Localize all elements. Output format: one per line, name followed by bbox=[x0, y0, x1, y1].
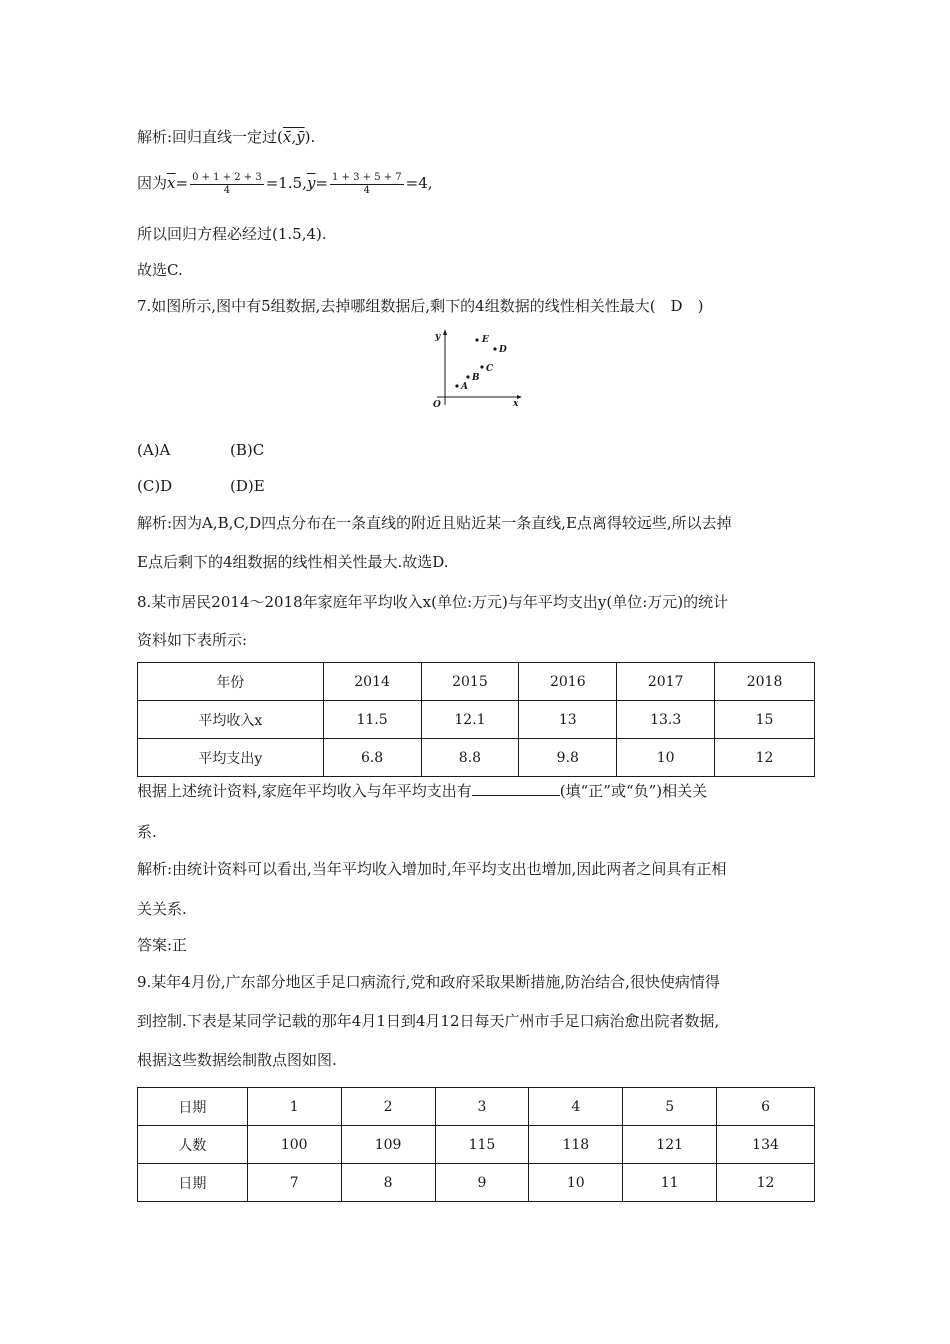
q9-line3: 根据这些数据绘制散点图如图. bbox=[137, 1051, 337, 1069]
q6-analysis-point: x̄,ȳ bbox=[282, 128, 305, 146]
table-cell: 8.8 bbox=[421, 739, 519, 777]
q8-analysis-line1: 解析:由统计资料可以看出,当年平均收入增加时,年平均支出也增加,因此两者之间具有正相 bbox=[137, 860, 727, 878]
q7-analysis-line1: 解析:因为A,B,C,D四点分布在一条直线的附近且贴近某一条直线,E点离得较远些,所以去掉 bbox=[137, 514, 732, 532]
table-cell: 10 bbox=[529, 1164, 623, 1202]
q7-option-c: (C)D bbox=[137, 477, 173, 495]
table-cell: 118 bbox=[529, 1126, 623, 1164]
q8-header-cell: 年份 bbox=[138, 663, 324, 701]
table-cell: 15 bbox=[715, 701, 815, 739]
q8-fill-line bbox=[137, 781, 707, 801]
table-row bbox=[138, 1164, 815, 1202]
q6-analysis-prefix: 解析:回归直线一定过( bbox=[137, 128, 283, 146]
q6-analysis-suffix: ). bbox=[304, 128, 316, 146]
q8-header-cell: 2016 bbox=[519, 663, 617, 701]
table-cell: 12 bbox=[717, 1164, 815, 1202]
q6-frac1-den: 4 bbox=[223, 184, 231, 196]
table-cell: 9 bbox=[435, 1164, 529, 1202]
table-cell: 2 bbox=[341, 1088, 435, 1126]
table-row bbox=[138, 1088, 815, 1126]
q6-analysis bbox=[137, 127, 315, 147]
q9-line2: 到控制.下表是某同学记载的那年4月1日到4月12日每天广州市手足口病治愈出院者数据, bbox=[137, 1012, 720, 1030]
q7-question: 7.如图所示,图中有5组数据,去掉哪组数据后,剩下的4组数据的线性相关性最大( D ) bbox=[137, 297, 704, 315]
q7-scatter-figure bbox=[425, 325, 525, 410]
q7-point-c bbox=[480, 365, 483, 368]
q8-header-cell: 2014 bbox=[323, 663, 421, 701]
q7-label-e: E bbox=[482, 335, 489, 345]
table-cell: 109 bbox=[341, 1126, 435, 1164]
q7-option-a: (A)A bbox=[137, 441, 171, 459]
table-cell: 日期 bbox=[138, 1088, 248, 1126]
table-cell: 3 bbox=[435, 1088, 529, 1126]
q6-eq2-result: =4, bbox=[405, 174, 433, 192]
q6-xbar: $\overline{x}$ bbox=[167, 174, 176, 192]
table-cell: 4 bbox=[529, 1088, 623, 1126]
q6-frac1 bbox=[190, 172, 264, 197]
table-row bbox=[138, 1126, 815, 1164]
q6-frac2-num: 1 + 3 + 5 + 7 bbox=[332, 171, 402, 183]
q8-table-header-row bbox=[138, 663, 815, 701]
table-cell: 人数 bbox=[138, 1126, 248, 1164]
q8-question-line1: 8.某市居民2014～2018年家庭年平均收入x(单位:万元)与年平均支出y(单位:万元)的统计 bbox=[137, 593, 729, 611]
q8-fill-prefix: 根据上述统计资料,家庭年平均收入与年平均支出有 bbox=[137, 782, 472, 800]
table-cell: 9.8 bbox=[519, 739, 617, 777]
table-cell: 12 bbox=[715, 739, 815, 777]
q8-answer: 答案:正 bbox=[137, 936, 188, 954]
q8-header-cell: 2018 bbox=[715, 663, 815, 701]
table-cell: 5 bbox=[623, 1088, 717, 1126]
q9-table bbox=[137, 1087, 815, 1202]
q9-line1: 9.某年4月份,广东部分地区手足口病流行,党和政府采取果断措施,防治结合,很快使病情得 bbox=[137, 973, 720, 991]
q7-y-axis-arrow bbox=[443, 329, 447, 335]
table-cell: 100 bbox=[247, 1126, 341, 1164]
q6-conclusion: 所以回归方程必经过(1.5,4). bbox=[137, 225, 327, 243]
q8-question-line2: 资料如下表所示: bbox=[137, 631, 248, 649]
q6-frac2 bbox=[330, 172, 404, 197]
table-row bbox=[138, 701, 815, 739]
q8-table bbox=[137, 662, 815, 777]
q7-option-d: (D)E bbox=[230, 477, 265, 495]
table-cell: 6.8 bbox=[323, 739, 421, 777]
table-cell: 11 bbox=[623, 1164, 717, 1202]
table-cell: 1 bbox=[247, 1088, 341, 1126]
table-cell: 121 bbox=[623, 1126, 717, 1164]
q7-point-e bbox=[475, 338, 478, 341]
q7-option-b: (B)C bbox=[230, 441, 265, 459]
q7-x-label: x bbox=[513, 399, 519, 409]
q6-means-line: 因为$\overline{x}=$ $\frac{0 + 1 + 2 + 3}{4}$ $=1.5,\overline{y}=$ $\frac{1 + 3 + 5 + 7}{4}$ =4, bbox=[137, 171, 433, 196]
q7-analysis-line2: E点后剩下的4组数据的线性相关性最大.故选D. bbox=[137, 553, 449, 571]
table-cell: 平均支出y bbox=[138, 739, 324, 777]
table-cell: 平均收入x bbox=[138, 701, 324, 739]
table-cell: 12.1 bbox=[421, 701, 519, 739]
q6-frac1-num: 0 + 1 + 2 + 3 bbox=[192, 171, 262, 183]
q6-frac2-den: 4 bbox=[363, 184, 371, 196]
q7-label-d: D bbox=[499, 345, 507, 355]
table-cell: 7 bbox=[247, 1164, 341, 1202]
q7-point-b bbox=[466, 375, 469, 378]
q7-origin-label: O bbox=[433, 400, 441, 410]
q7-point-a bbox=[455, 384, 458, 387]
q7-label-a: A bbox=[461, 382, 468, 392]
table-row bbox=[138, 739, 815, 777]
table-cell: 日期 bbox=[138, 1164, 248, 1202]
q8-answer-blank[interactable] bbox=[472, 781, 560, 796]
q7-point-d bbox=[493, 347, 496, 350]
table-cell: 8 bbox=[341, 1164, 435, 1202]
q6-ybar: $\overline{y}$ bbox=[306, 174, 316, 192]
table-cell: 13.3 bbox=[617, 701, 715, 739]
q6-because: 因为 bbox=[137, 174, 168, 192]
table-cell: 11.5 bbox=[323, 701, 421, 739]
q8-analysis-line2: 关关系. bbox=[137, 900, 187, 918]
table-cell: 134 bbox=[717, 1126, 815, 1164]
q8-header-cell: 2017 bbox=[617, 663, 715, 701]
table-cell: 13 bbox=[519, 701, 617, 739]
q8-fill-suffix: (填“正”或“负”)相关关 bbox=[559, 782, 708, 800]
table-cell: 115 bbox=[435, 1126, 529, 1164]
q8-fill-line2: 系. bbox=[137, 823, 157, 841]
q7-y-label: y bbox=[435, 332, 441, 342]
q6-answer: 故选C. bbox=[137, 261, 183, 279]
table-cell: 10 bbox=[617, 739, 715, 777]
q8-header-cell: 2015 bbox=[421, 663, 519, 701]
q6-eq1-result: =1.5, bbox=[265, 174, 307, 192]
q7-label-b: B bbox=[472, 373, 480, 383]
table-cell: 6 bbox=[717, 1088, 815, 1126]
q7-label-c: C bbox=[486, 364, 494, 374]
